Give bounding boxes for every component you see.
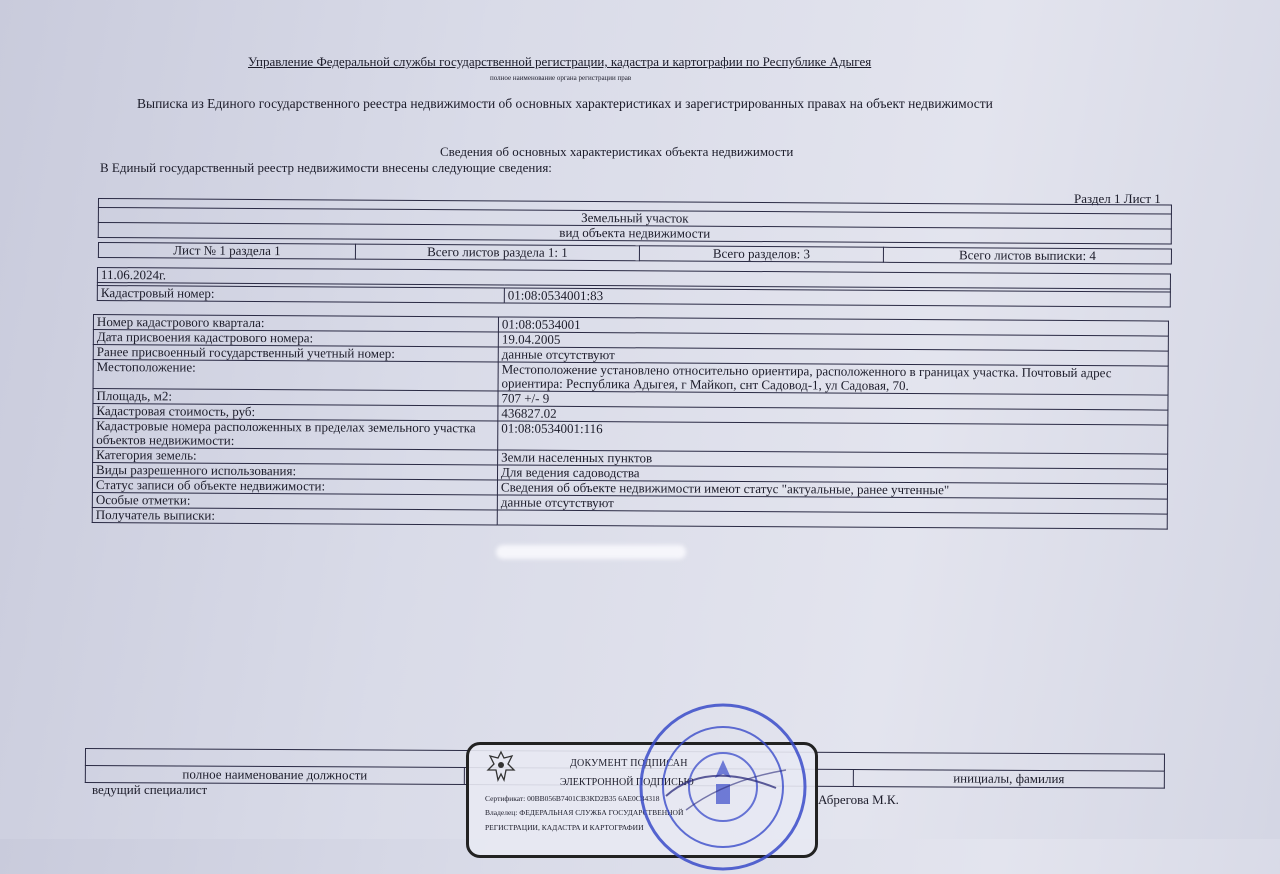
intro-text: В Единый государственный реестр недвижимости внесены следующие сведения: bbox=[100, 160, 552, 175]
object-type-table bbox=[98, 198, 1172, 245]
attribute-label: Местоположение: bbox=[93, 360, 498, 391]
sheets-total: Всего листов выписки: 4 bbox=[883, 247, 1171, 264]
ecp-owner-line2: РЕГИСТРАЦИИ, КАДАСТРА И КАРТОГРАФИИ bbox=[485, 823, 644, 832]
ecp-title: ДОКУМЕНТ ПОДПИСАН bbox=[570, 758, 688, 769]
position-caption: полное наименование должности bbox=[85, 766, 464, 785]
info-title: Сведения об основных характеристиках объекта недвижимости bbox=[440, 144, 794, 159]
extract-date: 11.06.2024г. bbox=[97, 268, 1170, 290]
attribute-label: Виды разрешенного использования: bbox=[93, 463, 498, 480]
ecp-owner: Владелец: ФЕДЕРАЛЬНАЯ СЛУЖБА ГОСУДАРСТВЕННОЙ bbox=[485, 808, 684, 817]
attribute-label: Особые отметки: bbox=[92, 492, 497, 509]
attribute-label: Статус записи об объекте недвижимости: bbox=[92, 478, 497, 495]
sections-total: Всего разделов: 3 bbox=[639, 246, 883, 262]
attribute-value bbox=[497, 510, 1167, 529]
extract-title: Выписка из Единого государственного реестра недвижимости об основных характеристиках и зарегистрированных правах на объект недвижимости bbox=[137, 96, 993, 111]
attribute-value: Сведения об объекте недвижимости имеют статус "актуальные, ранее учтенные" bbox=[497, 480, 1167, 499]
cadastral-table bbox=[97, 267, 1171, 308]
emblem-icon bbox=[486, 750, 516, 784]
attribute-label: Ранее присвоенный государственный учетный номер: bbox=[93, 345, 498, 362]
cadastral-number-value: 01:08:0534001:83 bbox=[504, 288, 1170, 307]
object-type-caption: вид объекта недвижимости bbox=[98, 223, 1171, 245]
attribute-value: 707 +/- 9 bbox=[498, 391, 1168, 410]
attribute-label: Получатель выписки: bbox=[92, 507, 497, 524]
attribute-value: Земли населенных пунктов bbox=[498, 450, 1168, 469]
sheet-number: Лист № 1 раздела 1 bbox=[98, 243, 355, 260]
section-reference: Раздел 1 Лист 1 bbox=[1074, 191, 1161, 206]
attribute-value: 01:08:0534001 bbox=[498, 317, 1168, 336]
attribute-value: Местоположение установлено относительно ориентира, расположенного в границах участка. Почтовый адрес ориентира: Республика Адыгея, г Майкоп, снт Садовод-1, ул Садовая, 70. bbox=[498, 362, 1168, 395]
agency-name: Управление Федеральной службы государственной регистрации, кадастра и картографии по Республике Адыгея bbox=[248, 54, 872, 69]
ecp-subtitle: ЭЛЕКТРОННОЙ ПОДПИСЬЮ bbox=[560, 777, 694, 788]
object-type: Земельный участок bbox=[98, 208, 1171, 230]
attribute-value: 19.04.2005 bbox=[498, 332, 1168, 351]
attribute-label: Кадастровые номера расположенных в пределах земельного участка объектов недвижимости: bbox=[93, 419, 498, 450]
round-stamp-icon bbox=[636, 700, 810, 874]
attribute-label: Категория земель: bbox=[93, 448, 498, 465]
cadastral-number-label: Кадастровый номер: bbox=[97, 286, 504, 303]
sheets-in-section: Всего листов раздела 1: 1 bbox=[355, 244, 639, 261]
name-caption: инициалы, фамилия bbox=[853, 770, 1164, 789]
attribute-label: Дата присвоения кадастрового номера: bbox=[93, 330, 498, 347]
attribute-value: данные отсутствуют bbox=[498, 347, 1168, 366]
attribute-label: Номер кадастрового квартала: bbox=[93, 315, 498, 332]
attribute-label: Площадь, м2: bbox=[93, 389, 498, 406]
attribute-label: Кадастровая стоимость, руб: bbox=[93, 404, 498, 421]
attribute-value: 436827.02 bbox=[498, 406, 1168, 425]
signer-name: Абрегова М.К. bbox=[818, 792, 899, 807]
sheets-table bbox=[98, 242, 1172, 265]
redaction-smudge bbox=[496, 545, 686, 559]
signer-position: ведущий специалист bbox=[92, 782, 208, 797]
attribute-value: 01:08:0534001:116 bbox=[498, 421, 1168, 454]
ecp-certificate: Сертификат: 00ВВ056В7401СВ3КD2В35 6АЕ0С84318 bbox=[485, 794, 660, 803]
agency-caption: полное наименование органа регистрации прав bbox=[490, 74, 632, 82]
attribute-value: данные отсутствуют bbox=[497, 495, 1167, 514]
attributes-table bbox=[92, 314, 1169, 530]
attribute-value: Для ведения садоводства bbox=[497, 465, 1167, 484]
